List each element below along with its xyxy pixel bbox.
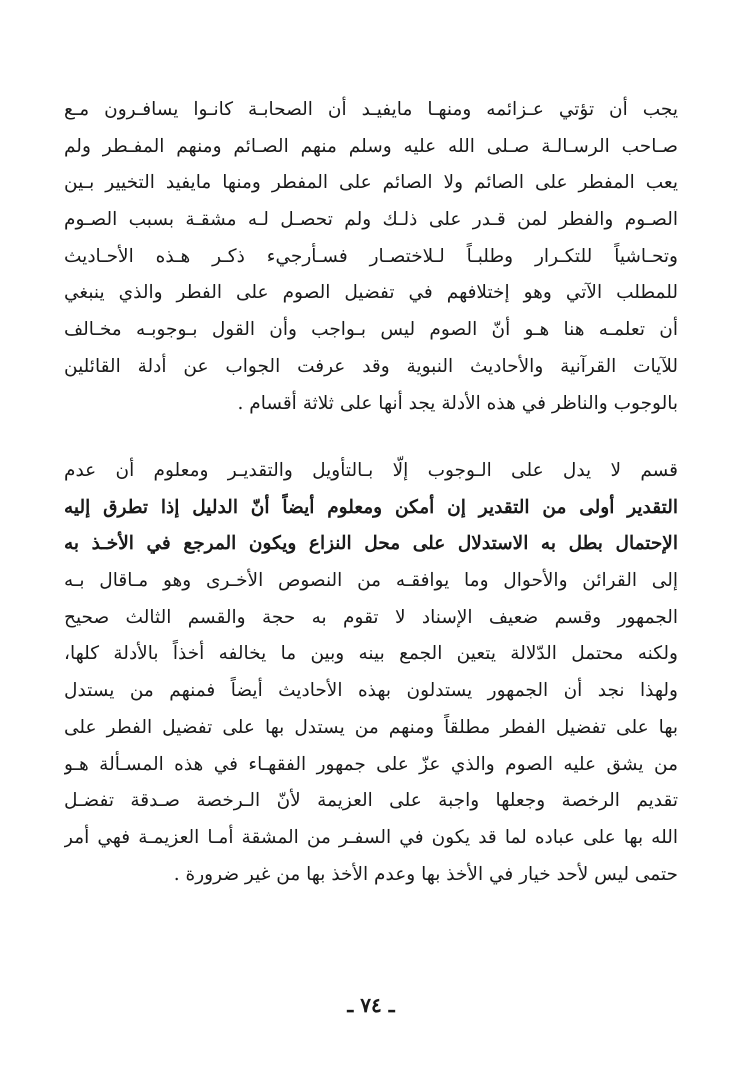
text-line: وتحـاشياً للتكـرار وطلبـاً لـلاختصـار فسـأرجيء ذكـر هـذه الأحـاديث xyxy=(64,245,678,267)
text-line: صـاحب الرسـالـة صـلى الله عليه وسلم منهم الصـائم ومنهم المفـطر ولم xyxy=(64,135,678,157)
text-line: يجب أن تؤتي عـزائمه ومنهـا مايفيـد أن الصحابـة كانـوا يسافـرون مـع xyxy=(64,99,678,120)
text-line: إلى القرائن والأحوال وما يوافقـه من النصوص الأخـرى وهو مـاقال بـه xyxy=(64,570,678,592)
text-line: الصـوم والفطر لمن قـدر على ذلـك ولم تحصـل لـه مشقـة بسبب الصـوم xyxy=(64,209,678,231)
page-number: ـ ٧٤ ـ xyxy=(347,993,395,1017)
text-line: أن تعلمـه هنا هـو أنّ الصوم ليس بـواجب وأن القول بـوجوبـه مخـالف xyxy=(64,319,678,341)
text-line: الله بها على عباده لما قد يكون في السفـر من المشقة أمـا العزيمـة فهي أمر xyxy=(64,826,678,848)
text-line: بالوجوب والناظر في هذه الأدلة يجد أنها على ثلاثة أقسام . xyxy=(237,392,678,414)
text-line: بها على تفضيل الفطر مطلقاً ومنهم من يستدل بها على تفضيل الفطر على xyxy=(64,716,678,738)
text-line: للآيات القرآنية والأحاديث النبوية وقد عرفت الجواب عن أدلة القائلين xyxy=(64,355,678,377)
text-line: من يشق عليه الصوم والذي عزّ على جمهور الفقهـاء في هذه المسـألة هـو xyxy=(64,753,678,775)
text-line: للمطلب الآتي وهو إختلافهم في تفضيل الصوم على الفطر والذي ينبغي xyxy=(64,282,678,304)
text-line: الجمهور وقسم ضعيف الإسناد لا تقوم به حجة والقسم الثالث صحيح xyxy=(64,606,678,628)
text-line-bold: التقدير أولى من التقدير إن أمكن ومعلوم أيضاً أنّ الدليل إذا تطرق إليه xyxy=(64,496,678,518)
text-line: ولكنه محتمل الدّلالة يتعين الجمع بينه وبين ما يخالفه أخذاً بالأدلة كلها، xyxy=(64,643,678,665)
paragraph-1 xyxy=(64,92,678,422)
text-line: ولهذا نجد أن الجمهور يستدلون بهذه الأحاديث أيضاً فمنهم من يستدل xyxy=(64,680,678,702)
text-line: تقديم الرخصة وجعلها واجبة على العزيمة لأنّ الـرخصة صـدقة تفضـل xyxy=(64,790,678,812)
text-line: حتمى ليس لأحد خيار في الأخذ بها وعدم الأخذ بها من غير ضرورة . xyxy=(173,863,678,885)
text-line: يعب المفطر على الصائم ولا الصائم على المفطر ومنها مايفيد التخيير بـين xyxy=(64,172,678,194)
text-line-bold: الإحتمال بطل به الاستدلال على محل النزاع ويكون المرجع في الأخـذ به xyxy=(64,533,678,555)
text-line: قسم لا يدل على الـوجوب إلّا بـالتأويل والتقديـر ومعلوم أن عدم xyxy=(64,460,678,481)
paragraph-2 xyxy=(64,453,678,893)
